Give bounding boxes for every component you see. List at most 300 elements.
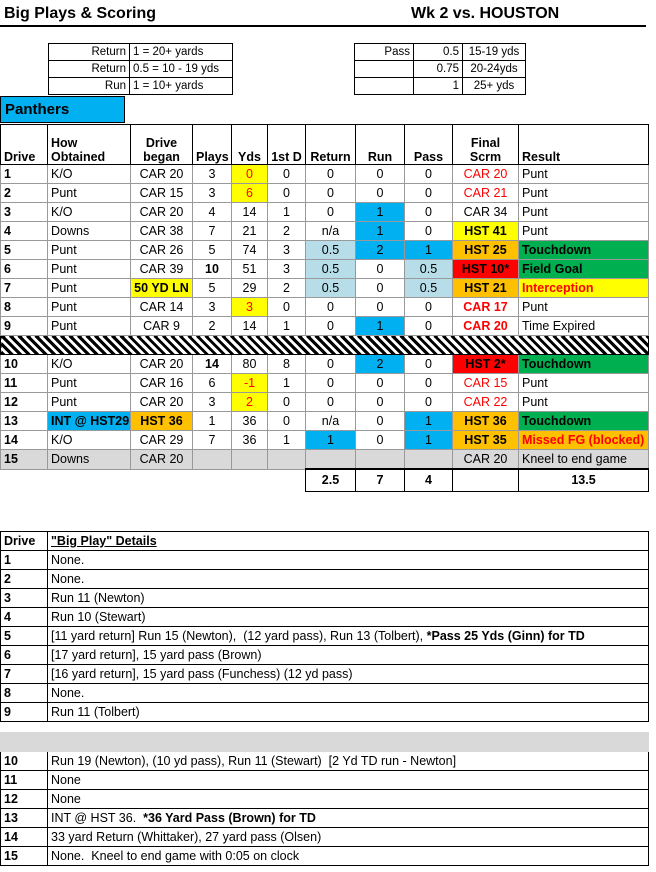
result: Touchdown <box>519 241 649 260</box>
right-title: Wk 2 vs. HOUSTON <box>411 5 560 22</box>
details-gap-cell <box>1 722 649 733</box>
col-final-line1: Final <box>470 136 501 150</box>
run: 1 <box>356 222 405 241</box>
yds: 14 <box>232 317 268 336</box>
details-plain: INT @ HST 36. <box>51 811 144 825</box>
result: Punt <box>519 165 649 184</box>
details-col-drive: Drive <box>1 532 48 551</box>
return: 0 <box>306 374 356 393</box>
pass: 0 <box>405 222 453 241</box>
final-scrm: HST 36 <box>453 412 519 431</box>
first-downs: 3 <box>268 260 306 279</box>
details-plain: Run 11 (Tolbert) <box>51 705 140 719</box>
legend-range: 15-19 yds <box>463 44 526 61</box>
drive-num: 15 <box>1 450 48 470</box>
plays: 5 <box>193 241 232 260</box>
drive-num: 2 <box>1 184 48 203</box>
run: 1 <box>356 317 405 336</box>
return <box>306 450 356 470</box>
details-half-divider-cell <box>1 733 649 752</box>
col-final-line2: Scrm <box>469 150 502 164</box>
details-plain: None. <box>51 572 85 586</box>
how-obtained: Downs <box>48 450 131 470</box>
first-downs: 0 <box>268 298 306 317</box>
how-obtained: K/O <box>48 355 131 374</box>
drive-row <box>1 450 649 470</box>
legend-row <box>49 61 233 78</box>
details-highlight: *36 Yard Pass (Brown) for TD <box>143 811 316 825</box>
col-return: Return <box>306 125 356 165</box>
details-drive-num: 2 <box>1 570 48 589</box>
run: 0 <box>356 431 405 450</box>
details-row <box>1 828 649 847</box>
pass: 0 <box>405 298 453 317</box>
half-divider <box>1 336 649 355</box>
final-scrm: CAR 20 <box>453 450 519 470</box>
result: Punt <box>519 393 649 412</box>
final-scrm: CAR 34 <box>453 203 519 222</box>
drive-began: CAR 20 <box>131 203 193 222</box>
plays: 14 <box>193 355 232 374</box>
first-downs: 0 <box>268 412 306 431</box>
legend-row <box>355 78 526 95</box>
yds: 0 <box>232 165 268 184</box>
details-text <box>48 589 649 608</box>
details-row <box>1 684 649 703</box>
drive-row <box>1 393 649 412</box>
plays: 7 <box>193 222 232 241</box>
team-name: Panthers <box>5 101 70 118</box>
details-drive-num: 8 <box>1 684 48 703</box>
col-how-line2: Obtained <box>51 150 106 164</box>
drive-num: 12 <box>1 393 48 412</box>
drive-row <box>1 431 649 450</box>
drive-row <box>1 184 649 203</box>
drive-began: CAR 29 <box>131 431 193 450</box>
plays: 3 <box>193 393 232 412</box>
drive-row <box>1 222 649 241</box>
details-text <box>48 752 649 771</box>
legend-label <box>355 61 414 78</box>
details-row <box>1 703 649 722</box>
drive-row <box>1 298 649 317</box>
details-text <box>48 847 649 866</box>
legend-row <box>355 61 526 78</box>
details-drive-num: 1 <box>1 551 48 570</box>
half-divider-hatch <box>1 336 649 355</box>
details-row <box>1 551 649 570</box>
col-drive: Drive <box>1 125 48 165</box>
drive-num: 6 <box>1 260 48 279</box>
final-scrm: CAR 21 <box>453 184 519 203</box>
details-table <box>0 531 649 866</box>
first-downs: 2 <box>268 279 306 298</box>
details-plain: None. Kneel to end game with 0:05 on clock <box>51 849 300 863</box>
pass: 0 <box>405 203 453 222</box>
plays: 3 <box>193 298 232 317</box>
col-run: Run <box>356 125 405 165</box>
details-drive-num: 10 <box>1 752 48 771</box>
run: 0 <box>356 374 405 393</box>
details-drive-num: 15 <box>1 847 48 866</box>
first-downs: 3 <box>268 241 306 260</box>
return: 0 <box>306 298 356 317</box>
details-col-details: "Big Play" Details <box>48 532 649 551</box>
run: 0 <box>356 279 405 298</box>
yds: 29 <box>232 279 268 298</box>
yds: 2 <box>232 393 268 412</box>
drive-num: 9 <box>1 317 48 336</box>
first-downs: 8 <box>268 355 306 374</box>
yds <box>232 450 268 470</box>
pass: 0 <box>405 165 453 184</box>
legend-row <box>355 44 526 61</box>
details-text <box>48 809 649 828</box>
return: 0.5 <box>306 241 356 260</box>
details-plain: None. <box>51 553 85 567</box>
result: Interception <box>519 279 649 298</box>
drive-num: 14 <box>1 431 48 450</box>
details-plain: None <box>51 792 81 806</box>
totals-row <box>1 469 649 491</box>
total-return: 2.5 <box>306 469 356 491</box>
final-scrm: HST 25 <box>453 241 519 260</box>
details-text <box>48 627 649 646</box>
drive-began: HST 36 <box>131 412 193 431</box>
col-how <box>48 125 131 165</box>
first-downs: 1 <box>268 431 306 450</box>
details-row <box>1 752 649 771</box>
drive-began: CAR 15 <box>131 184 193 203</box>
drive-num: 4 <box>1 222 48 241</box>
drive-began: CAR 20 <box>131 355 193 374</box>
details-plain: [11 yard return] Run 15 (Newton), (12 yard pass), Run 13 (Tolbert), <box>51 629 427 643</box>
result: Touchdown <box>519 412 649 431</box>
result: Punt <box>519 222 649 241</box>
first-downs: 0 <box>268 393 306 412</box>
legend-label: Return <box>49 61 130 78</box>
pass: 0 <box>405 184 453 203</box>
legend-row <box>49 44 233 61</box>
drive-num: 13 <box>1 412 48 431</box>
details-drive-num: 13 <box>1 809 48 828</box>
yds: 3 <box>232 298 268 317</box>
col-pass: Pass <box>405 125 453 165</box>
legend-value: 1 = 20+ yards <box>130 44 233 61</box>
result: Punt <box>519 374 649 393</box>
col-began-line1: Drive <box>145 136 178 150</box>
details-row <box>1 627 649 646</box>
details-plain: None. <box>51 686 85 700</box>
drive-num: 7 <box>1 279 48 298</box>
legend-right-table <box>354 43 526 95</box>
run: 2 <box>356 241 405 260</box>
plays: 10 <box>193 260 232 279</box>
details-text <box>48 551 649 570</box>
details-row <box>1 646 649 665</box>
totals-empty <box>453 469 519 491</box>
drive-row <box>1 279 649 298</box>
details-plain: [16 yard return], 15 yard pass (Funchess) (12 yd pass) <box>51 667 353 681</box>
first-downs: 1 <box>268 374 306 393</box>
drive-began: 50 YD LN <box>131 279 193 298</box>
col-how-line1: How <box>51 136 78 150</box>
legend-label: Pass <box>355 44 414 61</box>
details-text <box>48 790 649 809</box>
drive-row <box>1 260 649 279</box>
legend-range: 25+ yds <box>463 78 526 95</box>
header-divider <box>0 25 646 27</box>
details-plain: Run 10 (Stewart) <box>51 610 146 624</box>
details-drive-num: 12 <box>1 790 48 809</box>
how-obtained: Punt <box>48 279 131 298</box>
result: Kneel to end game <box>519 450 649 470</box>
legend-row <box>49 78 233 95</box>
drive-row <box>1 374 649 393</box>
pass: 0.5 <box>405 279 453 298</box>
return: 0.5 <box>306 279 356 298</box>
drive-num: 10 <box>1 355 48 374</box>
return: 0 <box>306 203 356 222</box>
final-scrm: CAR 20 <box>453 317 519 336</box>
drive-num: 8 <box>1 298 48 317</box>
pass: 1 <box>405 241 453 260</box>
run: 2 <box>356 355 405 374</box>
yds: -1 <box>232 374 268 393</box>
plays: 3 <box>193 165 232 184</box>
grand-total: 13.5 <box>519 469 649 491</box>
drive-row <box>1 317 649 336</box>
details-header-row <box>1 532 649 551</box>
run: 1 <box>356 203 405 222</box>
drive-began: CAR 16 <box>131 374 193 393</box>
first-downs: 1 <box>268 317 306 336</box>
details-row <box>1 847 649 866</box>
how-obtained: Punt <box>48 184 131 203</box>
first-downs <box>268 450 306 470</box>
details-text <box>48 703 649 722</box>
col-plays: Plays <box>193 125 232 165</box>
run: 0 <box>356 298 405 317</box>
plays <box>193 450 232 470</box>
how-obtained: Downs <box>48 222 131 241</box>
first-downs: 2 <box>268 222 306 241</box>
plays: 7 <box>193 431 232 450</box>
col-began-line2: began <box>143 150 180 164</box>
pass: 1 <box>405 412 453 431</box>
details-row <box>1 608 649 627</box>
how-obtained: Punt <box>48 241 131 260</box>
details-half-divider <box>1 733 649 752</box>
final-scrm: HST 21 <box>453 279 519 298</box>
details-row <box>1 589 649 608</box>
result: Time Expired <box>519 317 649 336</box>
yds: 6 <box>232 184 268 203</box>
details-drive-num: 9 <box>1 703 48 722</box>
col-final <box>453 125 519 165</box>
pass: 0 <box>405 374 453 393</box>
details-drive-num: 14 <box>1 828 48 847</box>
legend-left-table <box>48 43 233 95</box>
pass: 0 <box>405 317 453 336</box>
details-drive-num: 6 <box>1 646 48 665</box>
run <box>356 450 405 470</box>
run: 0 <box>356 184 405 203</box>
drive-row <box>1 412 649 431</box>
plays: 2 <box>193 317 232 336</box>
drive-num: 5 <box>1 241 48 260</box>
return: n/a <box>306 222 356 241</box>
final-scrm: CAR 17 <box>453 298 519 317</box>
details-text <box>48 646 649 665</box>
total-pass: 4 <box>405 469 453 491</box>
drive-row <box>1 203 649 222</box>
details-highlight: *Pass 25 Yds (Ginn) for TD <box>426 629 585 643</box>
left-title: Big Plays & Scoring <box>4 5 157 22</box>
how-obtained: Punt <box>48 317 131 336</box>
yds: 80 <box>232 355 268 374</box>
details-row <box>1 570 649 589</box>
final-scrm: HST 10* <box>453 260 519 279</box>
yds: 36 <box>232 412 268 431</box>
col-first: 1st D <box>268 125 306 165</box>
return: 0 <box>306 317 356 336</box>
result: Punt <box>519 203 649 222</box>
total-run: 7 <box>356 469 405 491</box>
return: 0 <box>306 184 356 203</box>
details-text <box>48 608 649 627</box>
legend-value: 0.5 <box>414 44 463 61</box>
details-drive-num: 4 <box>1 608 48 627</box>
run: 0 <box>356 412 405 431</box>
details-row <box>1 665 649 684</box>
details-text <box>48 828 649 847</box>
legend-label: Run <box>49 78 130 95</box>
details-row <box>1 809 649 828</box>
return: 0 <box>306 355 356 374</box>
drive-num: 3 <box>1 203 48 222</box>
run: 0 <box>356 165 405 184</box>
details-text <box>48 684 649 703</box>
plays: 3 <box>193 184 232 203</box>
first-downs: 0 <box>268 184 306 203</box>
result: Punt <box>519 184 649 203</box>
details-drive-num: 7 <box>1 665 48 684</box>
legend-label: Return <box>49 44 130 61</box>
plays: 1 <box>193 412 232 431</box>
return: n/a <box>306 412 356 431</box>
final-scrm: HST 2* <box>453 355 519 374</box>
pass: 0 <box>405 393 453 412</box>
drive-row <box>1 165 649 184</box>
col-result: Result <box>519 125 649 165</box>
how-obtained: Punt <box>48 393 131 412</box>
yds: 51 <box>232 260 268 279</box>
return: 0.5 <box>306 260 356 279</box>
run: 0 <box>356 393 405 412</box>
final-scrm: CAR 20 <box>453 165 519 184</box>
pass: 0 <box>405 355 453 374</box>
details-plain: 33 yard Return (Whittaker), 27 yard pass (Olsen) <box>51 830 322 844</box>
how-obtained: Punt <box>48 260 131 279</box>
return: 0 <box>306 165 356 184</box>
first-downs: 1 <box>268 203 306 222</box>
how-obtained: Punt <box>48 298 131 317</box>
details-row <box>1 771 649 790</box>
result: Field Goal <box>519 260 649 279</box>
result: Missed FG (blocked) <box>519 431 649 450</box>
header-row <box>1 125 649 165</box>
final-scrm: CAR 15 <box>453 374 519 393</box>
drive-began: CAR 20 <box>131 393 193 412</box>
legend-label <box>355 78 414 95</box>
plays: 6 <box>193 374 232 393</box>
plays: 5 <box>193 279 232 298</box>
final-scrm: HST 35 <box>453 431 519 450</box>
drive-num: 11 <box>1 374 48 393</box>
drive-began: CAR 38 <box>131 222 193 241</box>
final-scrm: CAR 22 <box>453 393 519 412</box>
yds: 14 <box>232 203 268 222</box>
details-drive-num: 3 <box>1 589 48 608</box>
return: 1 <box>306 431 356 450</box>
drive-began: CAR 39 <box>131 260 193 279</box>
col-yds: Yds <box>232 125 268 165</box>
first-downs: 0 <box>268 165 306 184</box>
drive-began: CAR 20 <box>131 165 193 184</box>
return: 0 <box>306 393 356 412</box>
details-plain: [17 yard return], 15 yard pass (Brown) <box>51 648 262 662</box>
totals-spacer <box>1 469 306 491</box>
drive-row <box>1 355 649 374</box>
run: 0 <box>356 260 405 279</box>
details-row <box>1 790 649 809</box>
col-began <box>131 125 193 165</box>
pass <box>405 450 453 470</box>
details-drive-num: 5 <box>1 627 48 646</box>
details-text <box>48 771 649 790</box>
team-badge <box>0 96 125 123</box>
how-obtained: INT @ HST29 <box>48 412 131 431</box>
legend-value: 1 <box>414 78 463 95</box>
drive-began: CAR 20 <box>131 450 193 470</box>
result: Punt <box>519 298 649 317</box>
pass: 0.5 <box>405 260 453 279</box>
drives-table <box>0 124 649 492</box>
details-plain: Run 11 (Newton) <box>51 591 145 605</box>
details-gap <box>1 722 649 733</box>
drive-began: CAR 9 <box>131 317 193 336</box>
how-obtained: K/O <box>48 165 131 184</box>
drive-began: CAR 14 <box>131 298 193 317</box>
details-text <box>48 665 649 684</box>
details-plain: None <box>51 773 81 787</box>
drive-began: CAR 26 <box>131 241 193 260</box>
yds: 36 <box>232 431 268 450</box>
details-drive-num: 11 <box>1 771 48 790</box>
how-obtained: K/O <box>48 431 131 450</box>
pass: 1 <box>405 431 453 450</box>
how-obtained: K/O <box>48 203 131 222</box>
details-plain: Run 19 (Newton), (10 yd pass), Run 11 (Stewart) [2 Yd TD run - Newton] <box>51 754 457 768</box>
yds: 21 <box>232 222 268 241</box>
legend-value: 0.5 = 10 - 19 yds <box>130 61 233 78</box>
details-text <box>48 570 649 589</box>
final-scrm: HST 41 <box>453 222 519 241</box>
plays: 4 <box>193 203 232 222</box>
legend-value: 1 = 10+ yards <box>130 78 233 95</box>
drive-row <box>1 241 649 260</box>
